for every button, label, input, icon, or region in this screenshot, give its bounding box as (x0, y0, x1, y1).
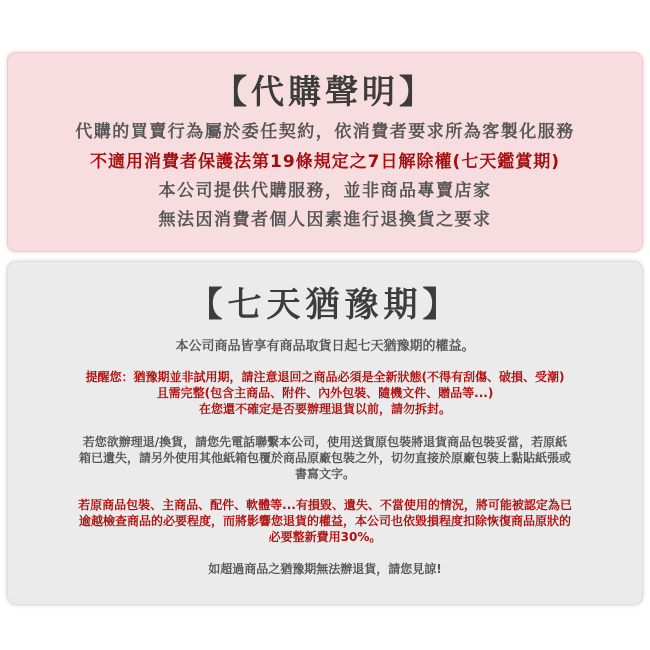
cooling-off-panel (7, 261, 643, 605)
return-procedure (26, 434, 624, 482)
closing-note: 如超過商品之猶豫期無法辦退貨，請您見諒! (208, 562, 442, 576)
proxy-line-no-return-right: 不適用消費者保護法第19條規定之7日解除權(七天鑑賞期) (89, 152, 561, 172)
reminder-line: 且需完整(包含主商品、附件、內外包裝、隨機文件、贈品等...) (156, 386, 494, 400)
proxy-line-no-exchange: 無法因消費者個人因素進行退換貨之要求 (158, 210, 492, 230)
damage-line: 若原商品包裝、主商品、配件、軟體等...有損毀、遺失、不當使用的情況，將可能被認定為已 (78, 498, 572, 512)
cooling-off-title: 【七天猶豫期】 (188, 285, 462, 325)
proxy-line-contract: 代購的買賣行為屬於委任契約，依消費者要求所為客製化服務 (75, 122, 575, 142)
proxy-statement-title: 【代購聲明】 (214, 72, 436, 111)
proxy-statement-panel (7, 52, 643, 252)
damage-notice (26, 497, 624, 545)
reminder-line: 提醒您：猶豫期並非試用期，請注意退回之商品必須是全新狀態(不得有刮傷、破損、受潮) (85, 370, 565, 384)
proxy-line-service: 本公司提供代購服務，並非商品專賣店家 (158, 181, 492, 201)
procedure-line: 箱已遺失，請另外使用其他紙箱包覆於商品原廠包裝之外，切勿直接於原廠包裝上黏貼紙張或 (78, 451, 571, 465)
cooling-off-intro: 本公司商品皆享有商品取貨日起七天猶豫期的權益。 (175, 339, 475, 354)
procedure-line: 若您欲辦理退/換貨，請您先電話聯繫本公司，使用送貨原包裝將退貨商品包裝妥當，若原紙 (82, 435, 568, 449)
cooling-off-reminder (26, 369, 624, 417)
reminder-line: 在您還不確定是否要辦理退貨以前，請勿拆封。 (198, 402, 451, 416)
damage-line: 必要整新費用30%。 (268, 530, 382, 544)
procedure-line: 書寫文字。 (294, 467, 355, 481)
damage-line: 逾越檢查商品的必要程度，而將影響您退貨的權益，本公司也依毀損程度扣除恢復商品原狀的 (78, 514, 571, 528)
